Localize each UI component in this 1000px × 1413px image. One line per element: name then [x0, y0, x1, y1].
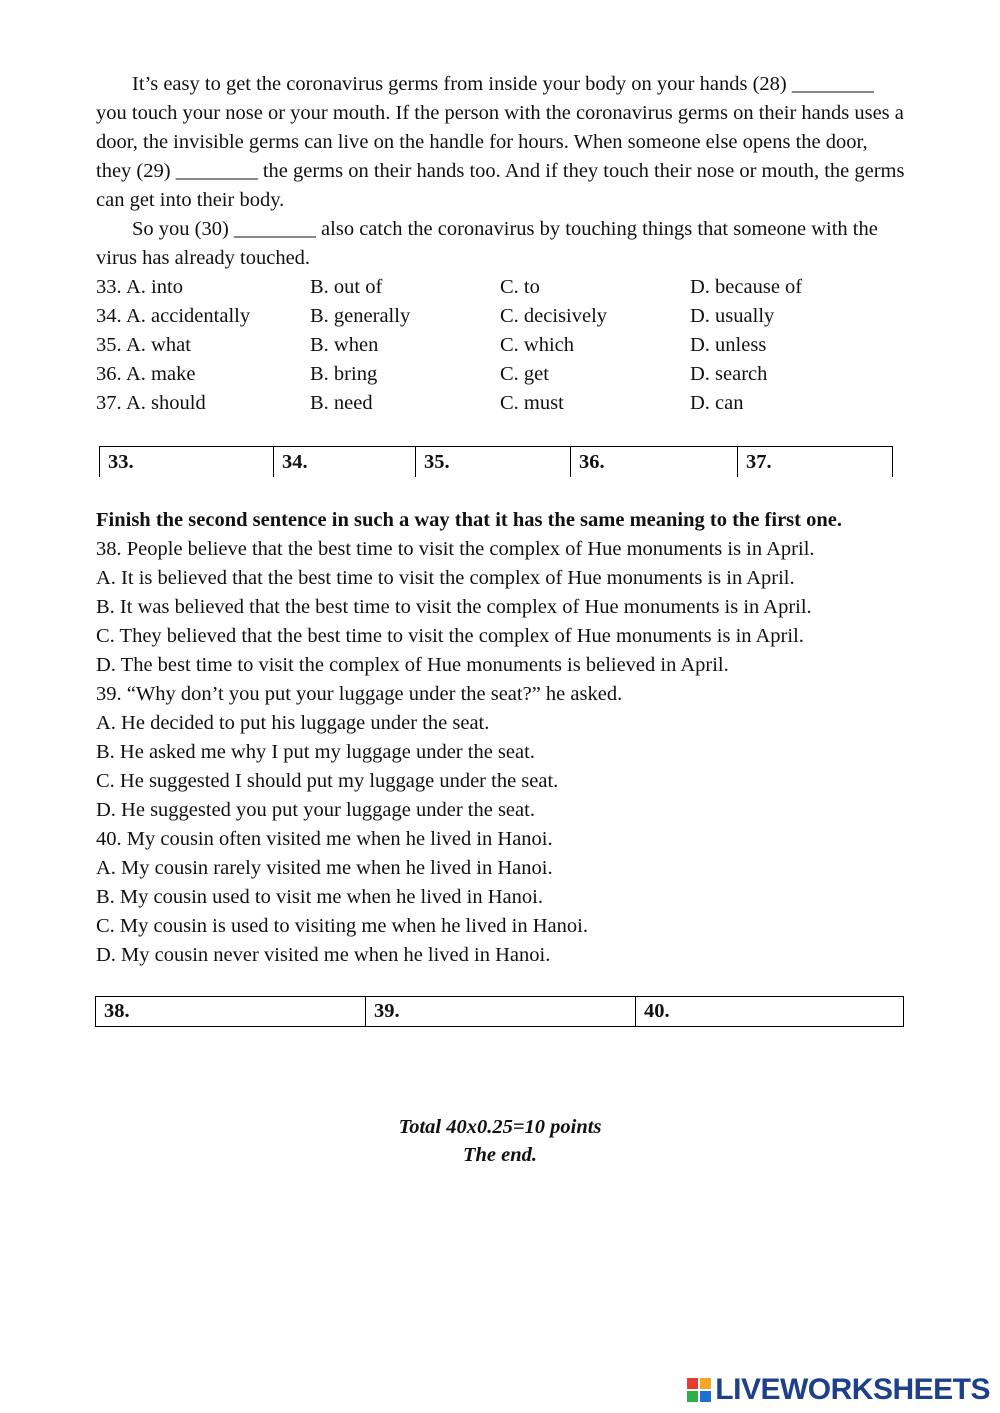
logo-square-2: [700, 1378, 711, 1389]
option-b: B. out of: [310, 276, 383, 298]
choice-c: C. They believed that the best time to visit the complex of Hue monuments is in April.: [96, 625, 804, 647]
option-a: A. make: [126, 363, 196, 385]
choice-b: B. My cousin used to visit me when he lived in Hanoi.: [96, 886, 543, 908]
choice-d: D. My cousin never visited me when he lived in Hanoi.: [96, 944, 551, 966]
answer-cell-37[interactable]: 37.: [737, 447, 893, 477]
option-d: D. can: [690, 392, 744, 414]
option-c: C. must: [500, 392, 564, 414]
question-number: 34.: [96, 305, 122, 327]
option-row-36: [96, 360, 906, 389]
choice-b: B. It was believed that the best time to visit the complex of Hue monuments is in April.: [96, 596, 812, 618]
answer-cell-34[interactable]: 34.: [273, 447, 415, 477]
option-c: C. decisively: [500, 305, 608, 327]
section-instruction: Finish the second sentence in such a way that it has the same meaning to the first one.: [96, 509, 842, 531]
total-points: Total 40x0.25=10 points: [398, 1116, 602, 1138]
reading-passage: [96, 70, 906, 418]
logo-square-4: [700, 1391, 711, 1402]
option-c: C. which: [500, 334, 575, 356]
option-b: B. bring: [310, 363, 378, 385]
option-row-34: [96, 302, 906, 331]
option-d: D. because of: [690, 276, 803, 298]
logo-text: LIVEWORKSHEETS: [715, 1373, 990, 1406]
option-a: A. into: [126, 276, 183, 298]
question-prompt: 38. People believe that the best time to visit the complex of Hue monuments is in April.: [96, 538, 815, 560]
option-c: C. to: [500, 276, 540, 298]
choice-a: A. My cousin rarely visited me when he lived in Hanoi.: [96, 857, 553, 879]
choice-b: B. He asked me why I put my luggage under the seat.: [96, 741, 535, 763]
logo-square-1: [687, 1378, 698, 1389]
passage-paragraph-2: So you (30) ________ also catch the coronavirus by touching things that someone with the virus has already touched.: [96, 218, 878, 269]
question-number: 37.: [96, 392, 122, 414]
option-row-33: [96, 273, 906, 302]
question-number: 35.: [96, 334, 122, 356]
answer-cell-38[interactable]: 38.: [96, 997, 366, 1026]
passage-paragraph-1: It’s easy to get the coronavirus germs from inside your body on your hands (28) ________ you touch your nose or your mouth. If the person with the coronavirus germs on their hands uses a door, the invisible germs can live on the handle for hours. When someone else opens the door, they (29) ________ the germs on their hands too. And if they touch their nose or mouth, the germs can get into their body.: [96, 73, 905, 211]
option-d: D. search: [690, 363, 768, 385]
question-40: [96, 825, 906, 970]
option-row-37: [96, 389, 906, 418]
option-d: D. unless: [690, 334, 767, 356]
the-end: The end.: [462, 1144, 538, 1166]
choice-d: D. The best time to visit the complex of Hue monuments is believed in April.: [96, 654, 729, 676]
answer-table-38-40: [95, 996, 904, 1027]
rewrite-questions: [96, 535, 906, 970]
question-38: [96, 535, 906, 680]
options-list: [96, 273, 906, 418]
option-c: C. get: [500, 363, 549, 385]
option-b: B. when: [310, 334, 379, 356]
option-b: B. need: [310, 392, 373, 414]
answer-cell-39[interactable]: 39.: [366, 997, 636, 1026]
choice-d: D. He suggested you put your luggage under the seat.: [96, 799, 535, 821]
logo-square-3: [687, 1391, 698, 1402]
answer-table-33-37: [99, 446, 893, 477]
option-a: A. should: [126, 392, 206, 414]
answer-cell-36[interactable]: 36.: [570, 447, 737, 477]
option-b: B. generally: [310, 305, 411, 327]
option-row-35: [96, 331, 906, 360]
answer-cell-33[interactable]: 33.: [99, 447, 273, 477]
option-a: A. what: [126, 334, 191, 356]
question-number: 36.: [96, 363, 122, 385]
choice-a: A. It is believed that the best time to visit the complex of Hue monuments is in April.: [96, 567, 795, 589]
answer-cell-35[interactable]: 35.: [415, 447, 570, 477]
question-number: 33.: [96, 276, 122, 298]
question-39: [96, 680, 906, 825]
option-d: D. usually: [690, 305, 775, 327]
option-a: A. accidentally: [126, 305, 251, 327]
liveworksheets-logo[interactable]: [687, 1373, 990, 1407]
choice-a: A. He decided to put his luggage under the seat.: [96, 712, 490, 734]
choice-c: C. My cousin is used to visiting me when he lived in Hanoi.: [96, 915, 588, 937]
choice-c: C. He suggested I should put my luggage under the seat.: [96, 770, 559, 792]
logo-mark-icon: [687, 1378, 711, 1402]
question-prompt: 40. My cousin often visited me when he lived in Hanoi.: [96, 828, 553, 850]
question-prompt: 39. “Why don’t you put your luggage under the seat?” he asked.: [96, 683, 623, 705]
answer-cell-40[interactable]: 40.: [644, 1000, 670, 1022]
